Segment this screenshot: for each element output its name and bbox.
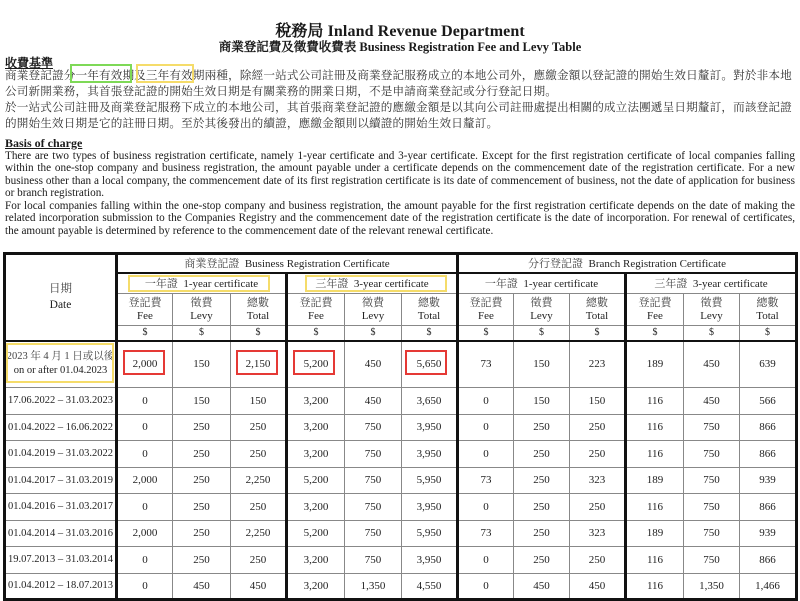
col-br3-fee: 登記費 Fee [287, 294, 345, 326]
br1-total-cell: 2,250 [231, 520, 287, 547]
br1-total-cell: 250 [231, 414, 287, 441]
bb3-fee-cell: 116 [626, 573, 684, 600]
col-br1-fee: 登記費 Fee [117, 294, 173, 326]
currency: $ [570, 326, 626, 341]
currency: $ [117, 326, 173, 341]
table-row [5, 467, 797, 494]
basis-en-heading: Basis of charge [5, 136, 83, 150]
table-row [5, 388, 797, 415]
page-title: 稅務局 Inland Revenue Department [275, 23, 525, 40]
bb3-fee-cell: 116 [626, 414, 684, 441]
bb1-fee-cell: 0 [458, 494, 514, 521]
date-cell: 2023 年 4 月 1 日或以後 on or after 01.04.2023 [5, 341, 117, 388]
table-row [5, 414, 797, 441]
bb3-total-cell: 866 [740, 414, 797, 441]
col-bb1-total: 總數 Total [570, 294, 626, 326]
bb3-levy-cell: 750 [684, 520, 740, 547]
bb1-fee-cell: 0 [458, 441, 514, 468]
br3-levy-cell: 450 [345, 341, 402, 388]
bb1-fee-cell: 0 [458, 388, 514, 415]
br1-total-cell: 150 [231, 388, 287, 415]
br3-levy-cell: 750 [345, 494, 402, 521]
br1-total-cell: 450 [231, 573, 287, 600]
br3-total-cell: 5,950 [402, 467, 458, 494]
br3-total-cell: 4,550 [402, 573, 458, 600]
br1-levy-cell: 150 [173, 388, 231, 415]
bb1-levy-cell: 250 [514, 520, 570, 547]
br1-fee-cell: 2,000 [117, 341, 173, 388]
bb3-fee-cell: 189 [626, 520, 684, 547]
basis-en-para-1: There are two types of business registration certificate, namely 1-year certificate and 3-year certificate. Except for the first registration certificate of local companies falling within the one-stop company and business registration, the amount payable under a certificate depends on the commencement date of the registration certificate. For a new business other than a local company, the commencement date of its first registration certificate is its date of commencement of business, not the date of application for business or branch registration. [5, 150, 795, 200]
br3-total-cell: 3,950 [402, 414, 458, 441]
bb1-fee-cell: 0 [458, 547, 514, 574]
br1-fee-cell: 2,000 [117, 520, 173, 547]
bb1-fee-cell: 73 [458, 520, 514, 547]
br3-fee-cell: 3,200 [287, 573, 345, 600]
group-header-branch: 分行登記證 Branch Registration Certificate [458, 254, 797, 273]
br3-levy-cell: 1,350 [345, 573, 402, 600]
col-br1-levy: 徵費 Levy [173, 294, 231, 326]
br1-total-cell: 2,150 [231, 341, 287, 388]
table-row [5, 520, 797, 547]
bb3-levy-cell: 1,350 [684, 573, 740, 600]
br3-fee-cell: 3,200 [287, 547, 345, 574]
currency: $ [287, 326, 345, 341]
col-bb1-levy: 徵費 Levy [514, 294, 570, 326]
currency: $ [740, 326, 797, 341]
col-br1-total: 總數 Total [231, 294, 287, 326]
bb1-fee-cell: 73 [458, 341, 514, 388]
bb1-total-cell: 450 [570, 573, 626, 600]
date-cell: 19.07.2013 – 31.03.2014 [5, 547, 117, 574]
basis-en-para-2: For local companies falling within the one-stop company and business registration, the amount payable for the first registration certificate depends on the date of making the related incorporation submission to the Companies Registry and the commencement date of the registration certificate is the date of incorporation. For renewal of certificates, the amount payable is determined by reference to the commencement date of the relevant renewal certificate. [5, 200, 795, 237]
bb1-levy-cell: 250 [514, 494, 570, 521]
br1-total-cell: 250 [231, 494, 287, 521]
date-cell: 01.04.2012 – 18.07.2013 [5, 573, 117, 600]
currency: $ [402, 326, 458, 341]
subgroup-bb-1-year: 一年證 1-year certificate [458, 273, 626, 294]
date-cell: 01.04.2017 – 31.03.2019 [5, 467, 117, 494]
bb1-total-cell: 323 [570, 467, 626, 494]
bb1-levy-cell: 150 [514, 388, 570, 415]
table-row [5, 441, 797, 468]
bb1-fee-cell: 0 [458, 573, 514, 600]
br1-fee-cell: 0 [117, 547, 173, 574]
bb3-total-cell: 566 [740, 388, 797, 415]
br3-fee-cell: 5,200 [287, 467, 345, 494]
group-header-business: 商業登記證 Business Registration Certificate [117, 254, 458, 273]
bb1-total-cell: 250 [570, 441, 626, 468]
bb3-levy-cell: 750 [684, 494, 740, 521]
basis-zh-para-2: 於一站式公司註冊及商業登記服務下成立的本地公司，其首張商業登記證的應繳金額是以其向公司註冊處提出相關的成立法團遞呈日期釐訂，而該登記證的開始生效日期是它的註冊日期。至於其後發出的續證，應繳金額則以續證的開始生效日釐訂。 [5, 101, 792, 130]
br1-total-cell: 250 [231, 547, 287, 574]
br3-levy-cell: 450 [345, 388, 402, 415]
bb1-total-cell: 250 [570, 547, 626, 574]
currency: $ [173, 326, 231, 341]
bb3-fee-cell: 116 [626, 547, 684, 574]
basis-zh-heading: 收費基準 [5, 56, 54, 70]
currency: $ [684, 326, 740, 341]
br1-total-cell: 2,250 [231, 467, 287, 494]
br1-levy-cell: 150 [173, 341, 231, 388]
bb1-levy-cell: 250 [514, 547, 570, 574]
bb1-levy-cell: 250 [514, 467, 570, 494]
bb3-total-cell: 866 [740, 547, 797, 574]
br3-total-cell: 3,950 [402, 547, 458, 574]
bb3-total-cell: 866 [740, 494, 797, 521]
br3-total-cell: 5,950 [402, 520, 458, 547]
br3-total-cell: 3,950 [402, 494, 458, 521]
date-cell: 01.04.2019 – 31.03.2022 [5, 441, 117, 468]
bb3-fee-cell: 116 [626, 388, 684, 415]
col-bb3-fee: 登記費 Fee [626, 294, 684, 326]
br3-fee-cell: 3,200 [287, 414, 345, 441]
bb3-total-cell: 639 [740, 341, 797, 388]
table-row [5, 341, 797, 388]
br1-levy-cell: 250 [173, 467, 231, 494]
br3-levy-cell: 750 [345, 520, 402, 547]
br3-fee-cell: 5,200 [287, 341, 345, 388]
fee-levy-table [3, 252, 798, 601]
date-cell: 01.04.2014 – 31.03.2016 [5, 520, 117, 547]
br3-total-cell: 3,650 [402, 388, 458, 415]
bb1-levy-cell: 250 [514, 414, 570, 441]
br1-levy-cell: 250 [173, 520, 231, 547]
br3-fee-cell: 5,200 [287, 520, 345, 547]
col-br3-levy: 徵費 Levy [345, 294, 402, 326]
br3-levy-cell: 750 [345, 547, 402, 574]
br3-total-cell: 3,950 [402, 441, 458, 468]
bb1-total-cell: 150 [570, 388, 626, 415]
col-bb3-total: 總數 Total [740, 294, 797, 326]
bb3-fee-cell: 116 [626, 494, 684, 521]
bb3-levy-cell: 750 [684, 414, 740, 441]
br3-levy-cell: 750 [345, 441, 402, 468]
currency: $ [231, 326, 287, 341]
bb3-total-cell: 939 [740, 520, 797, 547]
br1-levy-cell: 450 [173, 573, 231, 600]
bb3-levy-cell: 450 [684, 341, 740, 388]
bb3-fee-cell: 189 [626, 467, 684, 494]
currency: $ [514, 326, 570, 341]
br3-fee-cell: 3,200 [287, 388, 345, 415]
bb1-fee-cell: 73 [458, 467, 514, 494]
bb3-levy-cell: 450 [684, 388, 740, 415]
col-bb1-fee: 登記費 Fee [458, 294, 514, 326]
subgroup-br-3-year: 三年證 3-year certificate [287, 273, 458, 294]
br3-fee-cell: 3,200 [287, 441, 345, 468]
bb1-total-cell: 250 [570, 414, 626, 441]
br1-fee-cell: 0 [117, 388, 173, 415]
bb1-total-cell: 223 [570, 341, 626, 388]
bb1-total-cell: 323 [570, 520, 626, 547]
bb1-levy-cell: 150 [514, 341, 570, 388]
br3-total-cell: 5,650 [402, 341, 458, 388]
bb1-total-cell: 250 [570, 494, 626, 521]
bb3-levy-cell: 750 [684, 441, 740, 468]
subgroup-bb-3-year: 三年證 3-year certificate [626, 273, 797, 294]
col-bb3-levy: 徵費 Levy [684, 294, 740, 326]
br1-levy-cell: 250 [173, 547, 231, 574]
col-br3-total: 總數 Total [402, 294, 458, 326]
br1-fee-cell: 0 [117, 414, 173, 441]
br1-levy-cell: 250 [173, 494, 231, 521]
currency: $ [458, 326, 514, 341]
bb3-total-cell: 939 [740, 467, 797, 494]
date-header: 日期 Date [5, 254, 117, 341]
currency: $ [345, 326, 402, 341]
br1-fee-cell: 2,000 [117, 467, 173, 494]
br1-fee-cell: 0 [117, 573, 173, 600]
br3-fee-cell: 3,200 [287, 494, 345, 521]
bb3-levy-cell: 750 [684, 547, 740, 574]
subgroup-br-1-year: 一年證 1-year certificate [117, 273, 287, 294]
date-cell: 01.04.2016 – 31.03.2017 [5, 494, 117, 521]
br3-levy-cell: 750 [345, 414, 402, 441]
basis-zh-para-1: 商業登記證分一年有效期及三年有效期兩種，除經一站式公司註冊及商業登記服務成立的本地公司外，應繳金額以登記證的開始生效日釐訂。對於非本地公司新開業務，其首張登記證的開始生效日期是有關業務的開業日期，不是申請商業登記或分行登記日期。 [5, 69, 792, 98]
table-row [5, 547, 797, 574]
date-cell: 17.06.2022 – 31.03.2023 [5, 388, 117, 415]
bb1-levy-cell: 250 [514, 441, 570, 468]
bb3-fee-cell: 116 [626, 441, 684, 468]
date-cell: 01.04.2022 – 16.06.2022 [5, 414, 117, 441]
br3-levy-cell: 750 [345, 467, 402, 494]
bb3-levy-cell: 750 [684, 467, 740, 494]
br1-fee-cell: 0 [117, 441, 173, 468]
br1-total-cell: 250 [231, 441, 287, 468]
br1-levy-cell: 250 [173, 441, 231, 468]
bb1-levy-cell: 450 [514, 573, 570, 600]
table-row [5, 494, 797, 521]
bb3-total-cell: 866 [740, 441, 797, 468]
page-subtitle: 商業登記費及徵費收費表 Business Registration Fee and Levy Table [218, 40, 582, 54]
currency: $ [626, 326, 684, 341]
br1-fee-cell: 0 [117, 494, 173, 521]
br1-levy-cell: 250 [173, 414, 231, 441]
bb3-total-cell: 1,466 [740, 573, 797, 600]
bb3-fee-cell: 189 [626, 341, 684, 388]
bb1-fee-cell: 0 [458, 414, 514, 441]
table-row [5, 573, 797, 600]
